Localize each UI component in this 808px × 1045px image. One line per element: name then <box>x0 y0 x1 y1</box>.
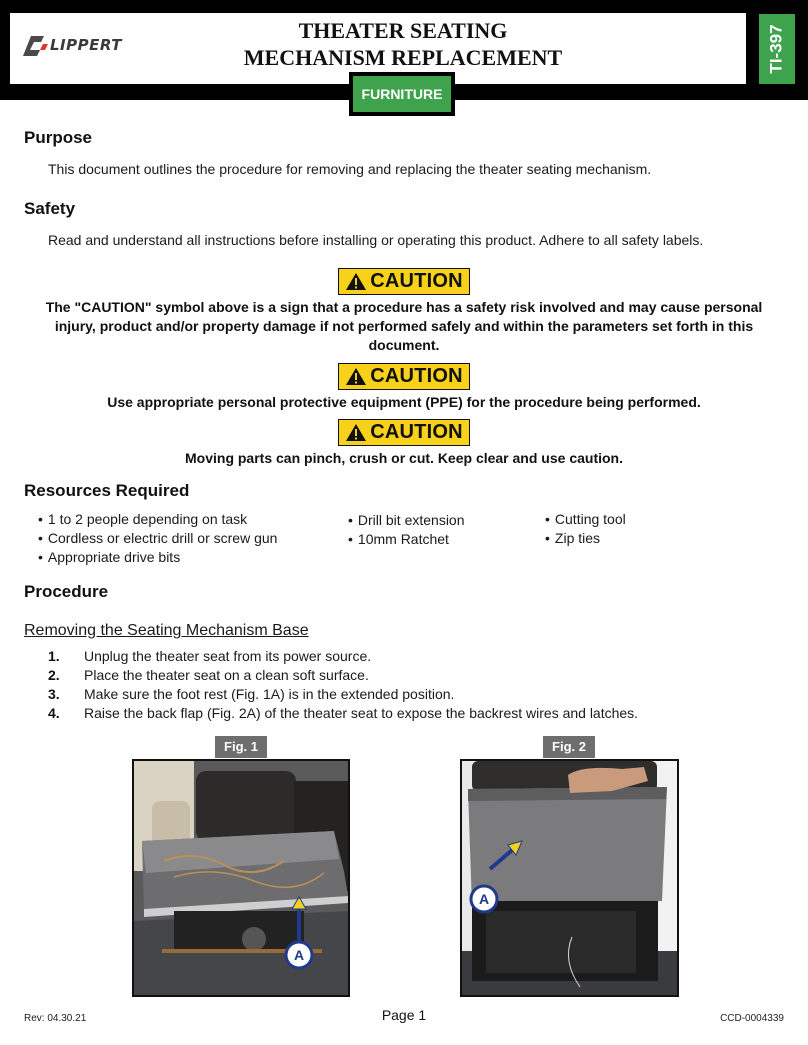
purpose-heading: Purpose <box>24 128 93 147</box>
caution-text: CAUTION <box>370 365 463 387</box>
step-number: 2. <box>48 667 60 683</box>
resources-heading: Resources Required <box>24 481 190 500</box>
safety-heading: Safety <box>24 199 76 218</box>
figure-2-label: Fig. 2 <box>543 736 595 758</box>
step-text: Unplug the theater seat from its power source. <box>84 648 372 664</box>
warning-triangle-icon <box>345 272 367 291</box>
warning-triangle-icon <box>345 367 367 386</box>
step-text: Raise the back flap (Fig. 2A) of the theater seat to expose the backrest wires and latches. <box>84 705 639 721</box>
revision-date: Rev: 04.30.21 <box>24 1013 87 1024</box>
caution-text: CAUTION <box>370 270 463 292</box>
step-number: 1. <box>48 648 60 664</box>
resource-item: • 10mm Ratchet <box>348 531 449 547</box>
caution-label-3 <box>338 419 470 446</box>
procedure-subheading: Removing the Seating Mechanism Base <box>24 622 309 639</box>
safety-text: Read and understand all instructions before installing or operating this product. Adhere to all safety labels. <box>48 232 704 248</box>
resource-item: • Appropriate drive bits <box>38 549 180 565</box>
figure-2-photo <box>460 759 679 997</box>
doc-code-tab <box>759 14 795 84</box>
lippert-logo-icon <box>22 34 50 58</box>
category-badge <box>349 72 455 116</box>
caution-warning-2: Use appropriate personal protective equipment (PPE) for the procedure being performed. <box>107 394 701 410</box>
title-line-1: THEATER SEATING <box>298 18 508 43</box>
step-number: 3. <box>48 686 60 702</box>
doc-code: TI-397 <box>767 24 787 74</box>
recliner-back-flap-illustration <box>462 761 677 995</box>
figure-1-photo <box>132 759 350 997</box>
caution-warning-1: The "CAUTION" symbol above is a sign that a procedure has a safety risk involved and may cause personal injury, product and/or property damage if not performed safely and within the parameters set forth in this document. <box>45 299 763 353</box>
resource-item: • 1 to 2 people depending on task <box>38 511 247 527</box>
document-title <box>200 17 606 71</box>
caution-warning-3: Moving parts can pinch, crush or cut. Keep clear and use caution. <box>185 450 623 466</box>
purpose-text: This document outlines the procedure for removing and replacing the theater seating mechanism. <box>48 161 652 177</box>
figure-1-label: Fig. 1 <box>215 736 267 758</box>
resource-item: • Cutting tool <box>545 511 626 527</box>
category-label: FURNITURE <box>353 76 451 112</box>
procedure-heading: Procedure <box>24 582 109 601</box>
caution-text: CAUTION <box>370 421 463 443</box>
lippert-logo <box>22 34 172 60</box>
page-number: Page 1 <box>381 1007 427 1023</box>
resource-item: • Zip ties <box>545 530 600 546</box>
step-text: Make sure the foot rest (Fig. 1A) is in the extended position. <box>84 686 455 702</box>
resource-item: • Drill bit extension <box>348 512 465 528</box>
resource-item: • Cordless or electric drill or screw gun <box>38 530 277 546</box>
warning-triangle-icon <box>345 423 367 442</box>
title-line-2: MECHANISM REPLACEMENT <box>243 45 563 70</box>
caution-label-1 <box>338 268 470 295</box>
step-text: Place the theater seat on a clean soft surface. <box>84 667 369 683</box>
figure-1-callout: A <box>293 947 305 963</box>
brand-name: LIPPERT <box>50 36 122 54</box>
document-code: CCD-0004339 <box>720 1013 784 1024</box>
recliner-footrest-illustration <box>134 761 348 995</box>
caution-label-2 <box>338 363 470 390</box>
step-number: 4. <box>48 705 60 721</box>
figure-2-callout: A <box>478 891 490 907</box>
